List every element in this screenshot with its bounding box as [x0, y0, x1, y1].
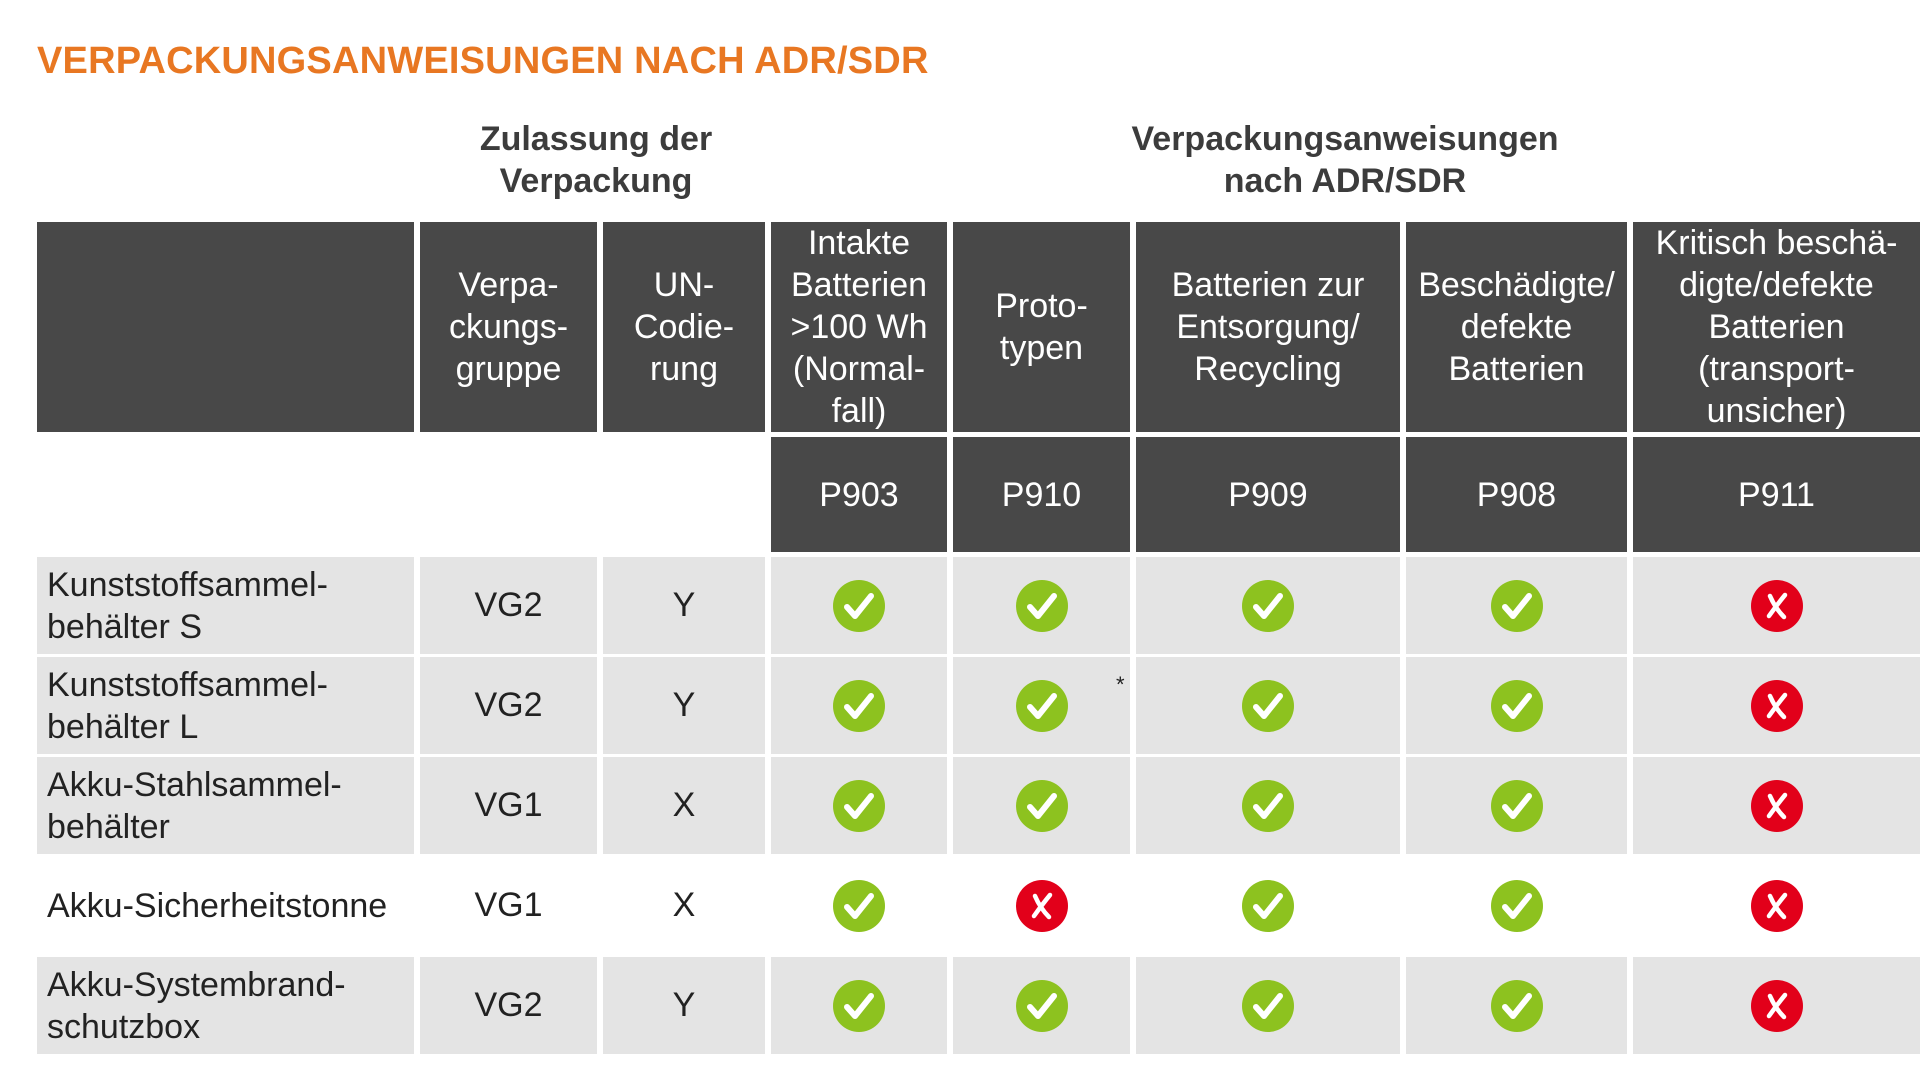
column-header	[1406, 222, 1627, 432]
column-header-line: (Normal-	[792, 350, 926, 388]
column-header-line: Verpa-	[458, 266, 559, 304]
row-label	[37, 757, 414, 854]
check-icon	[1491, 580, 1543, 632]
check-icon	[1491, 680, 1543, 732]
column-header	[953, 222, 1130, 432]
packing-group-value: VG1	[420, 757, 597, 854]
packing-code-cell: P909	[1136, 437, 1400, 552]
check-icon	[1016, 580, 1068, 632]
status-cell	[1406, 657, 1627, 754]
status-cell	[1633, 957, 1920, 1054]
row-label-text	[47, 885, 387, 927]
status-cell	[771, 957, 947, 1054]
column-header-line: typen	[999, 329, 1084, 367]
row-label-line: behälter	[47, 807, 170, 846]
status-cell	[1633, 757, 1920, 854]
un-coding-value: X	[603, 857, 765, 954]
status-cell	[1136, 657, 1400, 754]
column-header-line: Batterien	[1448, 350, 1585, 388]
column-header-line: digte/defekte	[1679, 266, 1874, 304]
group-header-approval	[420, 118, 772, 202]
status-cell	[1136, 557, 1400, 654]
cross-icon	[1751, 780, 1803, 832]
check-icon	[1491, 880, 1543, 932]
un-coding-value: X	[603, 757, 765, 854]
check-icon	[833, 880, 885, 932]
status-cell	[953, 757, 1130, 854]
row-label-line: behälter S	[47, 607, 202, 646]
column-header-line: Intakte	[807, 224, 911, 262]
column-header-line: fall)	[831, 392, 887, 430]
column-header-line: rung	[649, 350, 719, 388]
status-cell	[953, 657, 1130, 754]
cross-icon	[1751, 880, 1803, 932]
cross-icon	[1751, 580, 1803, 632]
column-header-line: Entsorgung/	[1176, 308, 1360, 346]
check-icon	[833, 580, 885, 632]
status-cell	[771, 857, 947, 954]
cross-icon	[1016, 880, 1068, 932]
packing-code-cell: P910	[953, 437, 1130, 552]
row-label	[37, 857, 414, 954]
column-header-line: Batterien	[790, 266, 928, 304]
column-header-text	[1172, 264, 1365, 390]
check-icon	[1242, 980, 1294, 1032]
un-coding-value: Y	[603, 557, 765, 654]
column-header	[603, 222, 765, 432]
status-cell	[1406, 557, 1627, 654]
column-header-text	[449, 264, 568, 390]
status-cell	[1406, 857, 1627, 954]
check-icon	[1242, 780, 1294, 832]
column-header-text	[634, 264, 734, 390]
row-label-line: behälter L	[47, 707, 199, 746]
status-cell	[1633, 557, 1920, 654]
row-label	[37, 657, 414, 754]
packing-group-value: VG1	[420, 857, 597, 954]
check-icon	[1242, 580, 1294, 632]
column-header	[1633, 222, 1920, 432]
status-cell	[1633, 857, 1920, 954]
column-header-line: Batterien	[1708, 308, 1845, 346]
row-label-text	[47, 564, 328, 648]
check-icon	[833, 980, 885, 1032]
status-cell	[1136, 857, 1400, 954]
status-cell	[1406, 957, 1627, 1054]
row-label-text	[47, 664, 328, 748]
group-header-approval-line: Verpackung	[499, 162, 693, 200]
check-icon	[1016, 680, 1068, 732]
column-header-line: >100 Wh	[790, 308, 928, 346]
column-header	[1136, 222, 1400, 432]
check-icon	[1016, 780, 1068, 832]
row-label-line: schutzbox	[47, 1007, 201, 1046]
packing-group-value: VG2	[420, 957, 597, 1054]
column-header	[771, 222, 947, 432]
column-header-text	[995, 285, 1088, 369]
column-header-line: (transport-	[1698, 350, 1855, 388]
row-label-text	[47, 764, 342, 848]
status-cell	[1633, 657, 1920, 754]
row-label-line: Akku-Sicherheitstonne	[47, 886, 388, 925]
column-header-line: Codie-	[633, 308, 735, 346]
check-icon	[833, 780, 885, 832]
row-label-line: Akku-Stahlsammel-	[47, 765, 342, 804]
column-header-text	[790, 222, 927, 432]
group-header-packing-line: nach ADR/SDR	[1223, 162, 1467, 200]
row-label-text	[47, 964, 346, 1048]
row-label	[37, 557, 414, 654]
column-header	[420, 222, 597, 432]
check-icon	[1491, 780, 1543, 832]
column-header-line: Batterien zur	[1171, 266, 1365, 304]
un-coding-value: Y	[603, 657, 765, 754]
row-label-line: Kunststoffsammel-	[47, 665, 328, 704]
group-header-packing	[770, 118, 1920, 202]
column-header-line: gruppe	[455, 350, 562, 388]
column-header-line: UN-	[653, 266, 715, 304]
status-cell	[953, 957, 1130, 1054]
column-header-line: defekte	[1460, 308, 1573, 346]
row-label	[37, 957, 414, 1054]
packing-group-value: VG2	[420, 657, 597, 754]
row-label-line: Akku-Systembrand-	[47, 965, 346, 1004]
un-coding-value: Y	[603, 957, 765, 1054]
column-header-line: ckungs-	[448, 308, 569, 346]
group-header-packing-line: Verpackungsanweisungen	[1131, 120, 1559, 158]
check-icon	[1491, 980, 1543, 1032]
status-cell	[1136, 757, 1400, 854]
column-header-line: Beschädigte/	[1418, 266, 1615, 304]
status-cell	[953, 557, 1130, 654]
status-cell	[1406, 757, 1627, 854]
status-cell	[1136, 957, 1400, 1054]
packing-code-cell: P903	[771, 437, 947, 552]
footnote-mark: *	[1116, 672, 1125, 697]
packing-code-cell: P911	[1633, 437, 1920, 552]
check-icon	[833, 680, 885, 732]
status-cell	[953, 857, 1130, 954]
packing-group-value: VG2	[420, 557, 597, 654]
header-corner-cell	[37, 222, 414, 432]
cross-icon	[1751, 980, 1803, 1032]
status-cell	[771, 757, 947, 854]
check-icon	[1242, 880, 1294, 932]
check-icon	[1242, 680, 1294, 732]
column-header-line: Proto-	[995, 287, 1088, 325]
column-header-text	[1656, 222, 1898, 432]
row-label-line: Kunststoffsammel-	[47, 565, 328, 604]
cross-icon	[1751, 680, 1803, 732]
packing-code-cell: P908	[1406, 437, 1627, 552]
column-header-line: unsicher)	[1706, 392, 1847, 430]
page-title: VERPACKUNGSANWEISUNGEN NACH ADR/SDR	[37, 40, 929, 82]
check-icon	[1016, 980, 1068, 1032]
column-header-line: Recycling	[1194, 350, 1342, 388]
status-cell	[771, 557, 947, 654]
column-header-text	[1418, 264, 1615, 390]
group-header-approval-line: Zulassung der	[479, 120, 713, 158]
status-cell	[771, 657, 947, 754]
column-header-line: Kritisch beschä-	[1655, 224, 1898, 262]
